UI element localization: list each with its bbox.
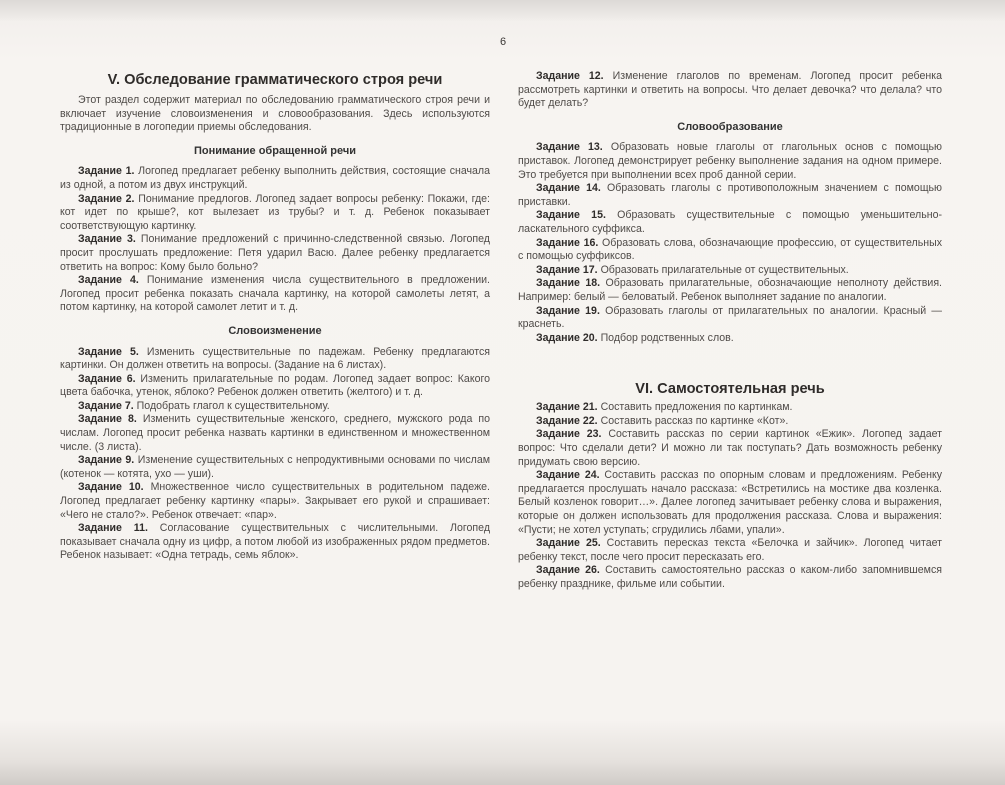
task-text: Изменить прилагательные по родам. Логопед задает вопрос: Какого цвета бабочка, утенок, яблоко? Ребенок должен ответить (желтого) и т. д. <box>60 372 490 399</box>
task-text: Изменение существительных с непродуктивными основами по числам (котенок — котята, ухо — уши). <box>60 454 490 480</box>
task-paragraph <box>518 428 942 469</box>
task-text: Составить самостоятельно рассказ о каком-либо запомнившемся ребенку празднике, фильме или событии. <box>518 564 942 590</box>
intro-paragraph: Этот раздел содержит материал по обследованию грамматического строя речи и включает изучение словоизменения и словообразования. Здесь используются традиционные в логопедии приемы обследования. <box>60 94 490 134</box>
task-text: Понимание предлогов. Логопед задает вопросы ребенку: Покажи, где: кот идет по крыше?, кот вылезает из трубы? и т. д. Ребенок показывает соответствующую картинку. <box>60 192 490 232</box>
task-paragraph <box>60 165 490 192</box>
task-text: Образовать новые глаголы от глагольных основ с помощью приставок. Логопед демонстрирует ребенку выполнение задания на одном примере. Это требуется при выполнении всех проб данной серии. <box>518 141 942 181</box>
task-label: Задание 9. <box>78 454 135 467</box>
task-label: Задание 12. <box>536 70 604 82</box>
section-title-v: V. Обследование грамматического строя речи <box>107 72 443 88</box>
task-paragraph <box>60 346 490 373</box>
task-text: Образовать прилагательные, обозначающие неполноту действия. Например: белый — беловатый. Ребенок выполняет задание по аналогии. <box>518 277 942 303</box>
task-text: Множественное число существительных в родительном падеже. Логопед предлагает ребенку картинку «пары». Закрывает его рукой и спрашивает: «Чего не стало?». Ребенок отвечает: «пар». <box>60 481 490 521</box>
task-label: Задание 3. <box>78 233 136 246</box>
task-label: Задание 7. <box>78 399 134 412</box>
task-paragraph <box>518 305 942 332</box>
task-label: Задание 1. <box>78 165 135 178</box>
task-text: Составить пересказ текста «Белочка и зайчик». Логопед читает ребенку текст, после чего просит пересказать его. <box>518 537 942 563</box>
task-paragraph <box>518 264 942 278</box>
task-label: Задание 26. <box>536 564 600 577</box>
task-label: Задание 19. <box>536 304 600 317</box>
task-text: Понимание изменения числа существительного в предложении. Логопед просит ребенка показать сначала картинку, на которой самолеты летят, а потом картинку, на которой самолет летит и т. д. <box>60 274 490 314</box>
task-label: Задание 11. <box>78 522 148 535</box>
section-spacer <box>518 345 942 379</box>
task-paragraph <box>518 209 942 236</box>
task-paragraph <box>60 522 490 563</box>
task-label: Задание 21. <box>536 401 598 414</box>
task-label: Задание 5. <box>78 345 139 358</box>
task-text: Образовать прилагательные от существительных. <box>597 263 849 276</box>
task-paragraph <box>60 454 490 481</box>
task-text: Подбор родственных слов. <box>597 331 734 344</box>
task-paragraph <box>518 237 942 264</box>
task-text: Образовать глаголы от прилагательных по аналогии. Красный — краснеть. <box>518 304 942 331</box>
task-paragraph <box>60 233 490 274</box>
task-label: Задание 24. <box>536 469 600 482</box>
task-label: Задание 14. <box>536 182 601 195</box>
task-label: Задание 18. <box>536 277 601 290</box>
page-number: 6 <box>499 36 507 48</box>
task-text: Составить рассказ по картинке «Кот». <box>597 414 789 427</box>
left-column <box>60 70 490 563</box>
subheading-understanding: Понимание обращенной речи <box>193 144 356 157</box>
task-label: Задание 13. <box>536 141 603 154</box>
subheading-word-formation: Словообразование <box>677 120 783 133</box>
task-paragraph <box>60 193 490 234</box>
task-paragraph <box>60 274 490 315</box>
task-label: Задание 22. <box>536 414 598 427</box>
task-paragraph <box>518 537 942 564</box>
task-text: Составить предложения по картинкам. <box>597 401 793 414</box>
task-label: Задание 8. <box>78 413 137 426</box>
task-label: Задание 4. <box>78 274 139 287</box>
task-label: Задание 20. <box>536 331 598 344</box>
task-paragraph <box>518 277 942 304</box>
task-text: Подобрать глагол к существительному. <box>133 399 330 412</box>
task-text: Изменить существительные женского, среднего, мужского рода по числам. Логопед просит ребенка назвать картинки в единственном и множественном числе. (3 листа). <box>60 413 490 453</box>
task-paragraph <box>518 141 942 182</box>
task-text: Образовать слова, обозначающие профессию, от существительных с помощью суффиксов. <box>518 236 942 263</box>
task-label: Задание 2. <box>78 192 135 205</box>
task-label: Задание 6. <box>78 372 136 385</box>
task-text: Образовать глаголы с противоположным значением с помощью приставки. <box>518 182 942 208</box>
task-text: Согласование существительных с числительными. Логопед показывает сначала одну из цифр, а потом любой из изображенных рядом предметов. Ребенок называет: «Одна тетрадь, семь яблок». <box>60 522 490 562</box>
right-column <box>518 70 942 592</box>
task-paragraph <box>518 401 942 415</box>
task-label: Задание 10. <box>78 481 144 494</box>
task-label: Задание 15. <box>536 209 606 222</box>
task-text: Составить рассказ по опорным словам и предложениям. Ребенку предлагается прослушать начало рассказа: «Встретились на мостике два козленка. Белый козленок говорит…». Далее логопед зачитывает ребенку слова и выражения, которые он должен использовать для продолжения рассказа. Слова и выражения: «Пусти; не хотел уступать; сгрудились лбами, упали». <box>518 469 942 536</box>
task-paragraph <box>60 373 490 400</box>
task-paragraph <box>518 332 942 346</box>
subheading-inflection: Словоизменение <box>228 324 322 337</box>
task-text: Изменение глаголов по временам. Логопед просит ребенка рассмотреть картинки и ответить на вопросы. Что делает девочка? что делала? что будет делать? <box>518 70 943 110</box>
task-paragraph <box>518 469 942 537</box>
task-paragraph <box>60 413 490 454</box>
section-title-vi: VI. Самостоятельная речь <box>635 381 825 398</box>
task-text: Образовать существительные с помощью уменьшительно-ласкательного суффикса. <box>518 209 942 235</box>
task-text: Изменить существительные по падежам. Ребенку предлагаются картинки. Он должен ответить на вопросы. (Задание на 6 листах). <box>60 345 490 372</box>
task-label: Задание 23. <box>536 428 602 441</box>
task-paragraph <box>60 400 490 414</box>
task-paragraph <box>518 415 942 429</box>
task-text: Логопед предлагает ребенку выполнить действия, состоящие сначала из одной, а потом из двух инструкций. <box>60 165 490 191</box>
task-label: Задание 25. <box>536 537 601 550</box>
task-paragraph <box>518 70 942 111</box>
task-paragraph <box>518 564 942 591</box>
task-label: Задание 16. <box>536 236 599 249</box>
task-paragraph <box>518 182 942 209</box>
task-text: Понимание предложений с причинно-следственной связью. Логопед просит прослушать предложение: Петя ударил Васю. Далее ребенку предлагается ответить на вопрос: Кому было больно? <box>60 233 490 273</box>
task-paragraph <box>60 481 490 522</box>
task-label: Задание 17. <box>536 263 598 276</box>
task-text: Составить рассказ по серии картинок «Ежик». Логопед задает вопрос: Что сделали дети? И можно ли так поступать? Дать возможность ребенку придумать свою версию. <box>518 428 942 468</box>
